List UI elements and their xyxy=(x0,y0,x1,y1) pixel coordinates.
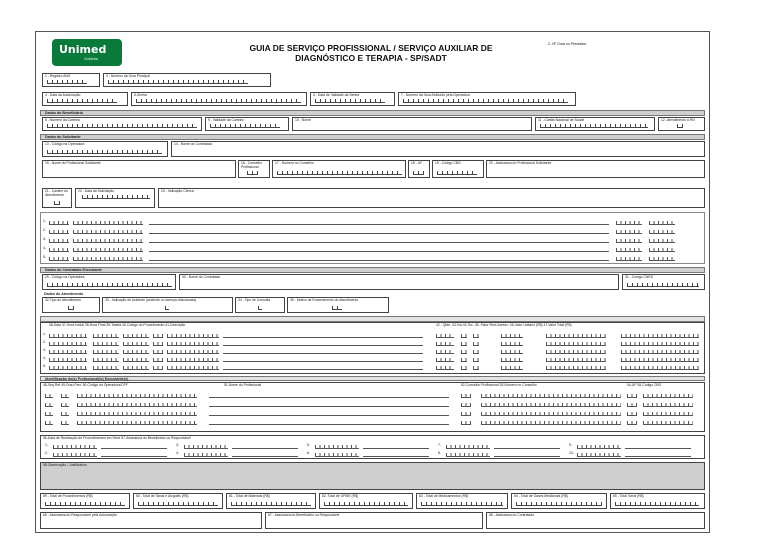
valor-total-cell[interactable] xyxy=(621,364,699,370)
numero-conselho-cell[interactable] xyxy=(481,410,621,416)
valor-unitario-cell[interactable] xyxy=(546,340,606,346)
row-number: 5- xyxy=(43,255,47,259)
logo-subtitle: Goiânia xyxy=(84,56,98,61)
tick-boxes xyxy=(332,306,342,310)
numero-conselho-cell[interactable] xyxy=(481,401,621,407)
cbo-cell[interactable] xyxy=(643,410,693,416)
via-cell[interactable] xyxy=(461,340,467,346)
serie-number: 3- xyxy=(176,443,180,447)
valor-unitario-cell[interactable] xyxy=(546,348,606,354)
field-indicacao-acidente[interactable] xyxy=(102,297,233,313)
tick-boxes xyxy=(47,150,162,154)
label: 8 - Número da Carteira xyxy=(45,118,80,122)
hora-inicial-cell[interactable] xyxy=(93,332,119,338)
label: 19 - Código CBO xyxy=(435,161,461,165)
serie-number: 8- xyxy=(438,451,442,455)
tick-boxes xyxy=(47,80,87,84)
field-assinatura-autorizacao[interactable] xyxy=(40,512,262,529)
label: 12 -Atendimento a RN xyxy=(661,118,695,122)
section-title: Dados do Beneficiário xyxy=(45,111,83,115)
qtde-cell[interactable] xyxy=(436,356,454,362)
tick-boxes xyxy=(437,171,477,175)
label: 33 - Indicação de Acidente (acidente ou doença relacionada) xyxy=(105,298,197,302)
qtde-cell[interactable] xyxy=(436,364,454,370)
label: 5-Senha xyxy=(134,93,147,97)
unimed-logo xyxy=(52,39,122,66)
field-codigo-operadora-solic[interactable] xyxy=(42,141,168,157)
hora-final-cell[interactable] xyxy=(123,340,149,346)
tick-boxes xyxy=(136,99,301,103)
label: 63 - Total de Medicamentos (R$) xyxy=(419,494,469,498)
serie-number: 5- xyxy=(307,443,311,447)
equipe-nome-header: 51-Nome do Profissional xyxy=(224,383,262,387)
section-beneficiario xyxy=(40,110,705,116)
codigo-proc-cell[interactable] xyxy=(167,340,219,346)
field-total-materiais[interactable] xyxy=(226,493,316,509)
grau-part-cell[interactable] xyxy=(61,392,69,398)
field-total-medicamentos[interactable] xyxy=(416,493,508,509)
field-data-solicitacao[interactable] xyxy=(75,188,155,208)
tick-boxes xyxy=(82,195,150,199)
hora-final-cell[interactable] xyxy=(123,356,149,362)
field-nome-contratado-exec[interactable] xyxy=(179,274,619,290)
field-cartao-sus[interactable] xyxy=(535,117,655,131)
hora-final-cell[interactable] xyxy=(123,332,149,338)
qty-requested-cell[interactable] xyxy=(616,246,642,252)
serie-signature-line[interactable] xyxy=(101,448,167,449)
label: 13 - Código na Operadora xyxy=(45,142,85,146)
field-motivo-encerramento[interactable] xyxy=(287,297,389,313)
field-total-gases[interactable] xyxy=(511,493,607,509)
qty-requested-cell[interactable] xyxy=(616,237,642,243)
label: 31 - Código CNES xyxy=(625,275,653,279)
tick-boxes xyxy=(54,201,60,205)
field-total-taxas[interactable] xyxy=(133,493,223,509)
via-cell[interactable] xyxy=(461,332,467,338)
description-line[interactable] xyxy=(149,233,609,234)
label: 61 - Total de Materiais (R$) xyxy=(229,494,270,498)
tick-boxes xyxy=(540,124,648,128)
label: 7 - Número da Guia Atribuído pela Operadora xyxy=(401,93,470,97)
valor-total-cell[interactable] xyxy=(621,356,699,362)
field-observacao[interactable] xyxy=(40,462,705,490)
field-assinatura-contratado[interactable] xyxy=(486,512,705,529)
label: 16 - Conselho Profissional xyxy=(241,161,263,169)
field-total-opme[interactable] xyxy=(319,493,413,509)
tick-boxes xyxy=(677,124,683,128)
serie-date-cell[interactable] xyxy=(53,443,97,449)
code-cell[interactable] xyxy=(73,246,143,252)
row-number: 4- xyxy=(43,246,47,250)
label: 11 - Cartão Nacional de Saúde xyxy=(538,118,585,122)
row-number: 5- xyxy=(43,364,47,368)
tick-boxes xyxy=(258,306,262,310)
tick-boxes xyxy=(108,80,248,84)
valor-unitario-cell[interactable] xyxy=(546,356,606,362)
serie-date-cell[interactable] xyxy=(315,443,359,449)
description-line[interactable] xyxy=(149,242,609,243)
label: 35 - Motivo de Encerramento do Atendimento xyxy=(290,298,359,302)
tec-cell[interactable] xyxy=(473,340,479,346)
seq-ref-cell[interactable] xyxy=(45,401,53,407)
table-cell[interactable] xyxy=(49,219,69,225)
label: 23 - Indicação Clínica xyxy=(161,189,194,193)
qtde-cell[interactable] xyxy=(436,340,454,346)
tabela-cell[interactable] xyxy=(153,332,163,338)
nome-profissional-line[interactable] xyxy=(209,397,449,398)
label: 60 - Total de Taxas e Aluguéis (R$) xyxy=(136,494,189,498)
valor-total-cell[interactable] xyxy=(621,332,699,338)
serie-signature-line[interactable] xyxy=(101,456,167,457)
label: 1 - Registro ANS xyxy=(45,74,71,78)
descricao-line[interactable] xyxy=(223,369,423,370)
tick-boxes xyxy=(210,124,280,128)
conselho-cell[interactable] xyxy=(461,392,471,398)
label: 4 - Data da Autorização xyxy=(45,93,81,97)
row-number: 1- xyxy=(43,332,47,336)
serie-signature-line[interactable] xyxy=(625,448,691,449)
table-cell[interactable] xyxy=(49,255,69,261)
label: 14 - Nome do Contratado xyxy=(174,142,213,146)
field-assinatura-solicitante[interactable] xyxy=(486,160,705,178)
fator-cell[interactable] xyxy=(501,340,523,346)
serie-signature-line[interactable] xyxy=(363,456,429,457)
label: 62- Total de OPME (R$) xyxy=(322,494,359,498)
label: 20 - Assinatura do Profissional Solicitante xyxy=(489,161,552,165)
proc-header: 36-Data 37-Hora Inicial 38-Hora Final 39-Tabela 40-Código do Procedimento 41-Descrição xyxy=(49,323,186,327)
qty-authorized-cell[interactable] xyxy=(649,228,675,234)
equipe-header: 48-Seq.Ref 49-Grau Part. 50-Código na Operadora/CPF xyxy=(43,383,128,387)
field-numero-carteira[interactable] xyxy=(42,117,202,131)
tick-boxes xyxy=(138,502,218,506)
tick-boxes xyxy=(231,502,311,506)
qty-authorized-cell[interactable] xyxy=(649,219,675,225)
valor-unitario-cell[interactable] xyxy=(546,332,606,338)
field-assinatura-beneficiario[interactable] xyxy=(265,512,483,529)
guide-number-label: 2- Nº Guia no Prestador xyxy=(548,42,587,46)
field-tipo-atendimento[interactable] xyxy=(42,297,100,313)
row-number: 3- xyxy=(43,348,47,352)
fator-cell[interactable] xyxy=(501,356,523,362)
field-guia-operadora[interactable] xyxy=(398,92,576,106)
grau-part-cell[interactable] xyxy=(61,419,69,425)
serie-signature-line[interactable] xyxy=(494,456,560,457)
row-number: 2- xyxy=(43,228,47,232)
codigo-cpf-cell[interactable] xyxy=(77,401,197,407)
valor-unitario-cell[interactable] xyxy=(546,364,606,370)
tick-boxes xyxy=(421,502,503,506)
table-cell[interactable] xyxy=(49,237,69,243)
via-cell[interactable] xyxy=(461,356,467,362)
codigo-proc-cell[interactable] xyxy=(167,364,219,370)
label: 66 - Assinatura do Responsável pela Autorização xyxy=(43,513,117,517)
tick-boxes xyxy=(47,283,172,287)
cbo-cell[interactable] xyxy=(643,401,693,407)
label: 21 - Caráter do Atendimento xyxy=(45,189,68,197)
label: 34 - Tipo de Consulta xyxy=(238,298,271,302)
equipe-uf-header: 54-UF 55-Código CBO xyxy=(627,383,662,387)
code-cell[interactable] xyxy=(73,255,143,261)
field-tipo-consulta[interactable] xyxy=(235,297,285,313)
label: 64 - Total de Gases Medicinais (R$) xyxy=(514,494,568,498)
field-profissional-solicitante[interactable] xyxy=(42,160,236,178)
field-atendimento-rn[interactable] xyxy=(658,117,705,131)
field-validade-senha[interactable] xyxy=(310,92,395,106)
serie-date-cell[interactable] xyxy=(577,443,621,449)
field-total-procedimentos[interactable] xyxy=(40,493,130,509)
valor-total-cell[interactable] xyxy=(621,340,699,346)
grau-part-cell[interactable] xyxy=(61,401,69,407)
tick-boxes xyxy=(45,502,125,506)
label: 22 - Data da Solicitação xyxy=(78,189,114,193)
fator-cell[interactable] xyxy=(501,348,523,354)
nome-profissional-line[interactable] xyxy=(209,406,449,407)
title-line-2: DIAGNÓSTICO E TERAPIA - SP/SADT xyxy=(295,53,447,63)
field-total-geral[interactable] xyxy=(610,493,705,509)
label: 65 - Total Geral (R$) xyxy=(613,494,644,498)
serie-date-cell[interactable] xyxy=(315,451,359,457)
description-line[interactable] xyxy=(149,251,609,252)
field-nome-contratado-solic[interactable] xyxy=(171,141,705,157)
description-line[interactable] xyxy=(149,224,609,225)
equipe-conselho-header: 52-Conselho Profissional 53-Número no Conselho xyxy=(461,383,537,387)
field-registro-ans[interactable] xyxy=(42,73,100,87)
codigo-proc-cell[interactable] xyxy=(167,332,219,338)
fator-cell[interactable] xyxy=(501,332,523,338)
nome-profissional-line[interactable] xyxy=(209,415,449,416)
seq-ref-cell[interactable] xyxy=(45,419,53,425)
qty-authorized-cell[interactable] xyxy=(649,246,675,252)
form-title xyxy=(221,43,521,63)
description-line[interactable] xyxy=(149,260,609,261)
tick-boxes xyxy=(324,502,408,506)
field-senha[interactable] xyxy=(131,92,307,106)
serie-signature-line[interactable] xyxy=(494,448,560,449)
qty-requested-cell[interactable] xyxy=(616,255,642,261)
label: 6 - Data de Validade da Senha xyxy=(313,93,360,97)
numero-conselho-cell[interactable] xyxy=(481,419,621,425)
label: 58-Observação / Justificativa xyxy=(43,463,87,467)
fator-cell[interactable] xyxy=(501,364,523,370)
tick-boxes xyxy=(315,99,385,103)
tec-cell[interactable] xyxy=(473,332,479,338)
sadt-form xyxy=(35,31,710,533)
row-number: 4- xyxy=(43,356,47,360)
grau-part-cell[interactable] xyxy=(61,410,69,416)
tick-boxes xyxy=(403,99,568,103)
date-cell[interactable] xyxy=(49,332,87,338)
nome-profissional-line[interactable] xyxy=(209,424,449,425)
codigo-proc-cell[interactable] xyxy=(167,356,219,362)
hora-inicial-cell[interactable] xyxy=(93,340,119,346)
table-cell[interactable] xyxy=(49,228,69,234)
date-cell[interactable] xyxy=(49,340,87,346)
tick-boxes xyxy=(413,171,424,175)
serie-date-cell[interactable] xyxy=(184,451,228,457)
tec-cell[interactable] xyxy=(473,356,479,362)
field-conselho-prof[interactable] xyxy=(238,160,270,178)
procedimentos-realizados xyxy=(40,322,705,374)
uf-cell[interactable] xyxy=(627,392,637,398)
row-number: 2- xyxy=(43,340,47,344)
label: 3 - Número da Guia Principal xyxy=(106,74,150,78)
numero-conselho-cell[interactable] xyxy=(481,392,621,398)
row-number: 1- xyxy=(43,219,47,223)
field-codigo-operadora-exec[interactable] xyxy=(42,274,176,290)
qty-requested-cell[interactable] xyxy=(616,228,642,234)
serie-signature-line[interactable] xyxy=(232,448,298,449)
codigo-cpf-cell[interactable] xyxy=(77,410,197,416)
label: 67 - Assinatura do Beneficiário ou Responsável xyxy=(268,513,340,517)
via-cell[interactable] xyxy=(461,348,467,354)
field-data-serie[interactable] xyxy=(40,435,705,459)
serie-number: 10- xyxy=(569,451,574,455)
code-cell[interactable] xyxy=(73,228,143,234)
label: 9 - Validade da Carteira xyxy=(208,118,244,122)
equipe-table xyxy=(40,382,705,432)
serie-date-cell[interactable] xyxy=(577,451,621,457)
tick-boxes xyxy=(627,283,699,287)
date-cell[interactable] xyxy=(49,356,87,362)
cbo-cell[interactable] xyxy=(643,392,693,398)
qty-requested-cell[interactable] xyxy=(616,219,642,225)
field-uf-solic[interactable] xyxy=(408,160,430,178)
field-guia-principal[interactable] xyxy=(103,73,271,87)
tick-boxes xyxy=(615,502,699,506)
serie-number: 6- xyxy=(307,451,311,455)
section-equipe xyxy=(40,376,705,381)
uf-cell[interactable] xyxy=(627,401,637,407)
uf-cell[interactable] xyxy=(627,410,637,416)
qtde-cell[interactable] xyxy=(436,348,454,354)
serie-signature-line[interactable] xyxy=(232,456,298,457)
conselho-cell[interactable] xyxy=(461,410,471,416)
conselho-cell[interactable] xyxy=(461,419,471,425)
procedimentos-solicitados xyxy=(40,212,705,264)
label: 29 - Código na Operadora xyxy=(45,275,85,279)
tick-boxes xyxy=(516,502,602,506)
serie-signature-line[interactable] xyxy=(625,456,691,457)
qty-authorized-cell[interactable] xyxy=(649,255,675,261)
label: 17 - Número no Conselho xyxy=(275,161,314,165)
uf-cell[interactable] xyxy=(627,419,637,425)
tabela-cell[interactable] xyxy=(153,340,163,346)
codigo-cpf-cell[interactable] xyxy=(77,419,197,425)
tick-boxes xyxy=(47,99,117,103)
serie-signature-line[interactable] xyxy=(363,448,429,449)
field-numero-conselho[interactable] xyxy=(272,160,406,178)
field-data-autorizacao[interactable] xyxy=(42,92,128,106)
conselho-cell[interactable] xyxy=(461,401,471,407)
tabela-cell[interactable] xyxy=(153,356,163,362)
field-cnes[interactable] xyxy=(622,274,705,290)
serie-date-cell[interactable] xyxy=(184,443,228,449)
serie-number: 2- xyxy=(45,451,49,455)
descricao-line[interactable] xyxy=(223,345,423,346)
section-title: Dados do Contratado Executante xyxy=(45,268,102,272)
label: 30 - Nome do Contratado xyxy=(182,275,221,279)
qtde-cell[interactable] xyxy=(436,332,454,338)
serie-date-cell[interactable] xyxy=(53,451,97,457)
tick-boxes xyxy=(165,306,169,310)
section-title: Identificação do(s) Profissional(is) Executante(s) xyxy=(45,377,129,381)
date-cell[interactable] xyxy=(49,348,87,354)
serie-number: 7- xyxy=(438,443,442,447)
tick-boxes xyxy=(47,124,197,128)
hora-inicial-cell[interactable] xyxy=(93,356,119,362)
label: 18 - UF xyxy=(411,161,423,165)
hora-final-cell[interactable] xyxy=(123,348,149,354)
hora-final-cell[interactable] xyxy=(123,364,149,370)
serie-number: 1- xyxy=(45,443,49,447)
tec-cell[interactable] xyxy=(473,348,479,354)
seq-ref-cell[interactable] xyxy=(45,392,53,398)
codigo-cpf-cell[interactable] xyxy=(77,392,197,398)
tabela-cell[interactable] xyxy=(153,348,163,354)
label: 32-Tipo de Atendimento xyxy=(45,298,81,302)
title-line-1: GUIA DE SERVIÇO PROFISSIONAL / SERVIÇO AUXILIAR DE xyxy=(249,43,493,53)
code-cell[interactable] xyxy=(73,219,143,225)
label: 68 - Assinatura do Contratado xyxy=(489,513,535,517)
tec-cell[interactable] xyxy=(473,364,479,370)
section-title: Dados do Solicitante xyxy=(45,135,81,139)
serie-date-cell[interactable] xyxy=(446,443,490,449)
tick-boxes xyxy=(277,171,402,175)
hora-inicial-cell[interactable] xyxy=(93,364,119,370)
row-number: 3- xyxy=(43,237,47,241)
proc-header-right: 42 - Qtde. 43-Via 44-Tec. 45- Fator Red./Acresc. 46-Valor Unitário (R$) 47-Valor Total (R$) xyxy=(436,323,572,327)
date-cell[interactable] xyxy=(49,364,87,370)
section-atendimento: Dados do Atendimento xyxy=(44,292,84,296)
field-validade-carteira[interactable] xyxy=(205,117,289,131)
descricao-line[interactable] xyxy=(223,361,423,362)
logo-name: Unimed xyxy=(59,43,107,56)
field-indicacao-clinica[interactable] xyxy=(158,188,705,208)
descricao-line[interactable] xyxy=(223,337,423,338)
valor-total-cell[interactable] xyxy=(621,348,699,354)
tick-boxes xyxy=(68,306,74,310)
tick-boxes xyxy=(247,171,258,175)
via-cell[interactable] xyxy=(461,364,467,370)
label: 15 - Nome do Profissional Solicitante xyxy=(45,161,101,165)
table-cell[interactable] xyxy=(49,246,69,252)
serie-number: 4- xyxy=(176,451,180,455)
qty-authorized-cell[interactable] xyxy=(649,237,675,243)
section-executante xyxy=(40,267,705,273)
code-cell[interactable] xyxy=(73,237,143,243)
hora-inicial-cell[interactable] xyxy=(93,348,119,354)
descricao-line[interactable] xyxy=(223,353,423,354)
field-carater-atendimento[interactable] xyxy=(42,188,72,208)
cbo-cell[interactable] xyxy=(643,419,693,425)
field-cbo-solic[interactable] xyxy=(432,160,484,178)
label: 10 - Nome xyxy=(295,118,311,122)
section-solicitante xyxy=(40,134,705,140)
label: 56-Data de Realização de Procedimentos em Série 57-Assinatura do Beneficiário ou Responsável xyxy=(43,436,191,440)
serie-date-cell[interactable] xyxy=(446,451,490,457)
codigo-proc-cell[interactable] xyxy=(167,348,219,354)
label: 59 - Total de Procedimentos (R$) xyxy=(43,494,93,498)
serie-number: 9- xyxy=(569,443,573,447)
seq-ref-cell[interactable] xyxy=(45,410,53,416)
tabela-cell[interactable] xyxy=(153,364,163,370)
field-nome-beneficiario[interactable] xyxy=(292,117,532,131)
